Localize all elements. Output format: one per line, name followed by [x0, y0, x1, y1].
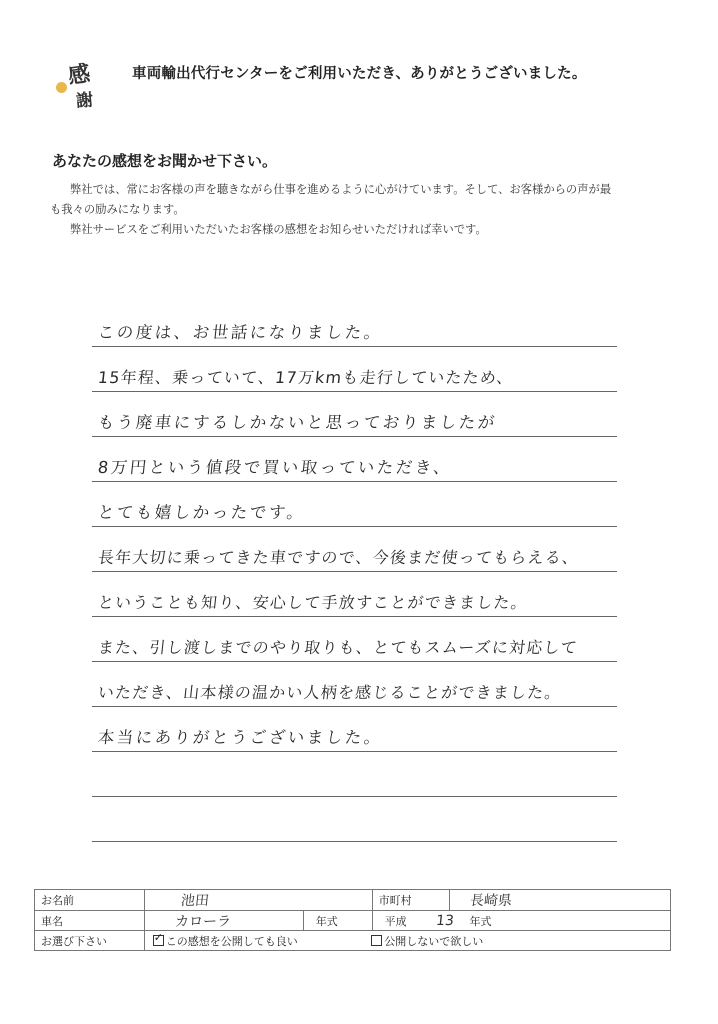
car-field[interactable]	[144, 911, 372, 931]
name-value: 池田	[179, 893, 210, 909]
handwritten-line: 本当にありがとうございました。	[96, 728, 384, 747]
car-value: カローラ	[173, 913, 232, 930]
flower-icon	[56, 82, 67, 93]
name-field[interactable]	[144, 890, 372, 911]
name-label: お名前	[35, 890, 145, 911]
section-title: あなたの感想をお聞かせ下さい。	[52, 152, 278, 170]
publish-option-label: この感想を公開しても良い	[165, 934, 298, 948]
private-option-label: 公開しないで欲しい	[384, 934, 484, 948]
header-thanks: 車両輸出代行センターをご利用いただき、ありがとうございました。	[132, 66, 587, 82]
intro-para1-line1: 弊社では、常にお客様の声を聴きながら仕事を進めるように心がけています。そして、お客様からの声が最	[70, 183, 612, 196]
handwritten-line: いただき、山本様の温かい人柄を感じることができました。	[96, 683, 563, 702]
era-label: 平成	[384, 914, 407, 928]
intro-text	[50, 180, 670, 240]
handwritten-line: 長年大切に乗ってきた車ですので、今後まだ使ってもらえる、	[96, 548, 581, 567]
publish-options	[144, 931, 670, 951]
intro-para2: 弊社サービスをご利用いただいたお客様の感想をお知らせいただければ幸いです。	[70, 223, 487, 236]
ruled-line	[92, 437, 617, 482]
ruled-line	[92, 482, 617, 527]
private-option[interactable]	[371, 935, 483, 948]
ruled-line	[92, 797, 617, 842]
choose-label: お選び下さい	[35, 931, 145, 951]
handwritten-comment-area	[92, 302, 617, 842]
handwritten-line: 15年程、乗っていて、17万kmも走行していたため、	[96, 368, 515, 387]
city-value: 長崎県	[469, 893, 514, 909]
ruled-line	[92, 527, 617, 572]
logo-text-sha: 謝	[75, 90, 95, 112]
year-suffix: 年式	[469, 914, 492, 928]
table-row	[35, 890, 671, 911]
checkbox-checked-icon[interactable]	[153, 935, 164, 946]
handwritten-line: もう廃車にするしかないと思っておりましたが	[96, 413, 498, 432]
handwritten-line: この度は、お世話になりました。	[96, 323, 384, 342]
table-row	[35, 931, 671, 951]
city-label: 市町村	[372, 890, 450, 911]
handwritten-line: また、引し渡しまでのやり取りも、とてもスムーズに対応して	[96, 638, 579, 657]
customer-info-table	[34, 889, 671, 951]
ruled-line	[92, 392, 617, 437]
ruled-line	[92, 662, 617, 707]
checkbox-icon[interactable]	[371, 935, 382, 946]
handwritten-line: とても嬉しかったです。	[96, 503, 307, 522]
year-field[interactable]	[372, 911, 670, 931]
handwritten-line: ということも知り、安心して手放すことができました。	[96, 593, 529, 612]
logo-text-kan: 感	[66, 60, 92, 90]
year-label: 年式	[303, 911, 338, 930]
city-field[interactable]	[450, 890, 671, 911]
intro-para1-line2: も我々の励みになります。	[50, 203, 185, 216]
table-row	[35, 911, 671, 931]
ruled-line	[92, 302, 617, 347]
year-value: 13	[435, 912, 455, 929]
car-label: 車名	[35, 911, 145, 931]
ruled-line	[92, 707, 617, 752]
ruled-line	[92, 617, 617, 662]
ruled-line	[92, 347, 617, 392]
ruled-line	[92, 752, 617, 797]
ruled-line	[92, 572, 617, 617]
handwritten-line: 8万円という値段で買い取っていただき、	[96, 458, 454, 477]
publish-option[interactable]	[153, 935, 298, 948]
